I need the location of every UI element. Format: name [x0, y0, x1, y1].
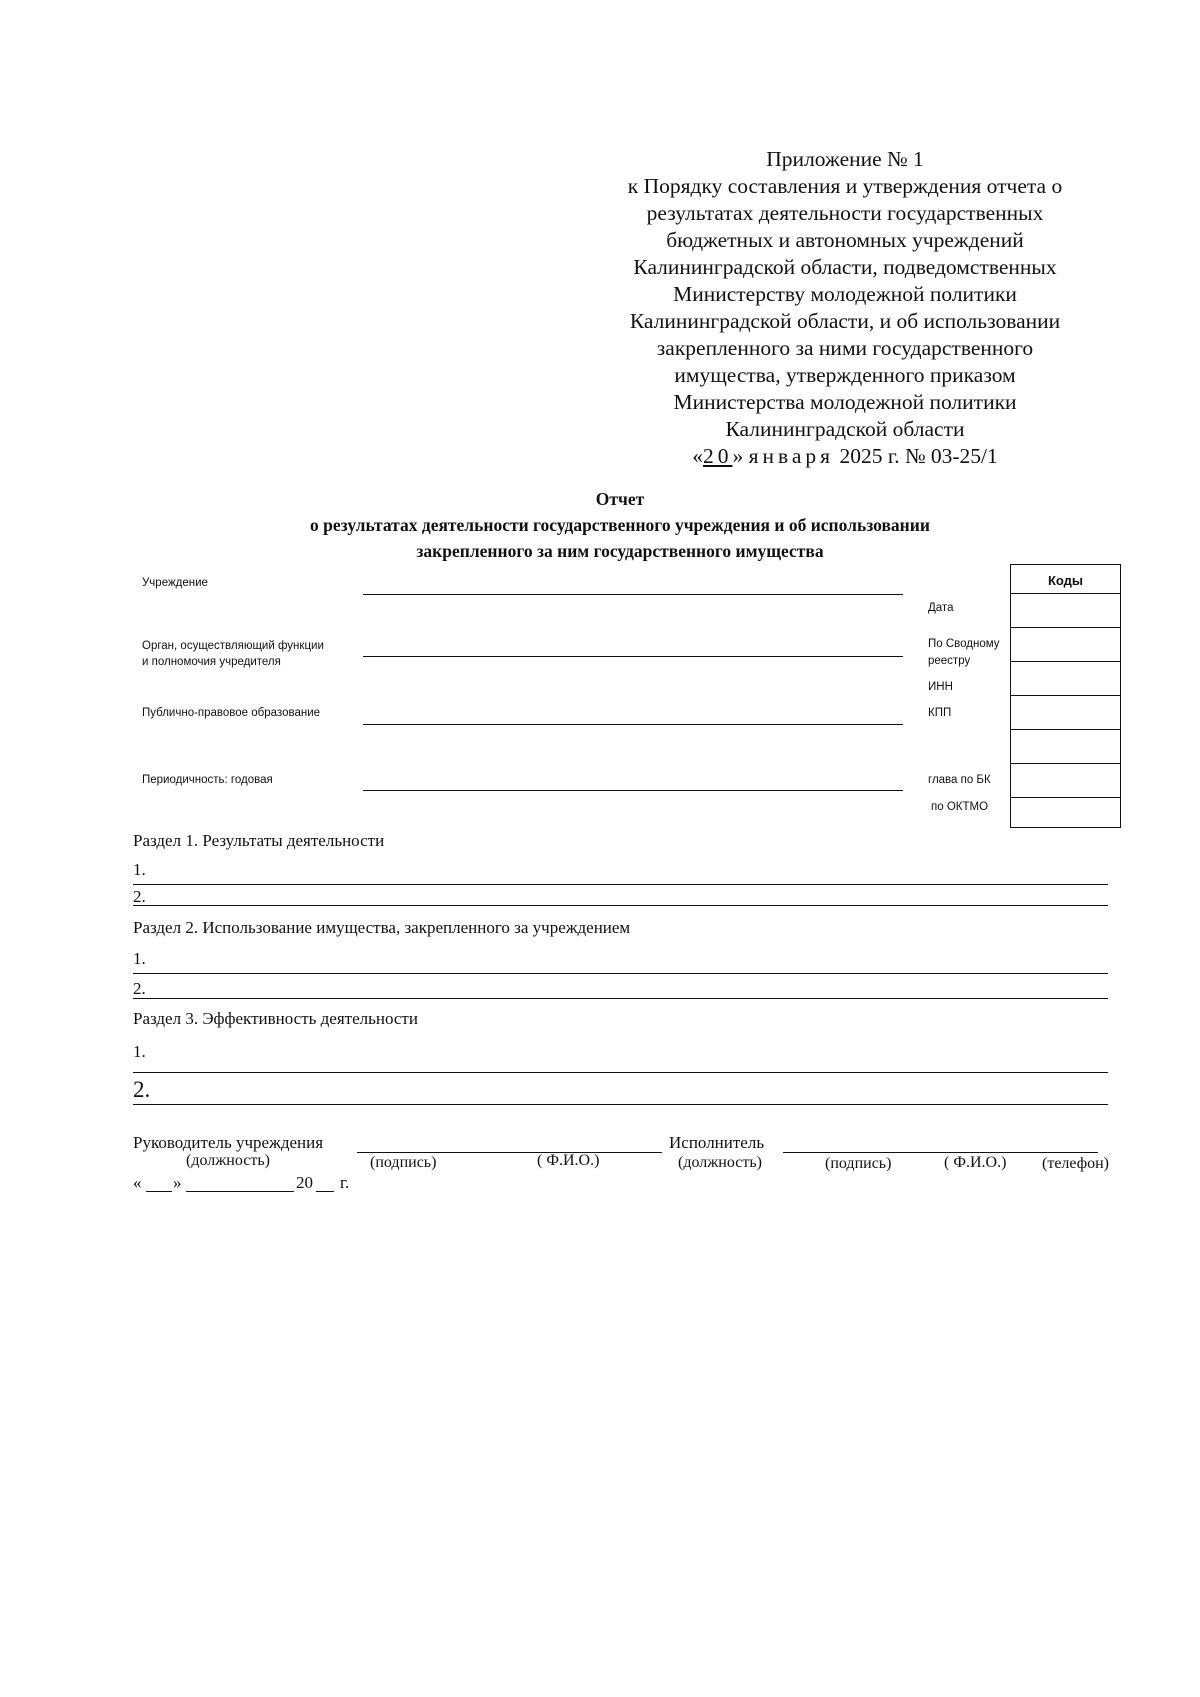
code-cell-blank[interactable] — [1011, 729, 1120, 763]
appendix-line: результатах деятельности государственных — [646, 201, 1044, 225]
date-day-line[interactable] — [146, 1191, 172, 1192]
order-month: января — [748, 444, 835, 468]
section-2-item-2: 2. — [133, 979, 146, 998]
section-3-line-2[interactable] — [133, 1104, 1108, 1105]
appendix-block — [610, 146, 1080, 470]
order-day: 20 — [703, 444, 733, 468]
appendix-line: имущества, утвержденного приказом — [674, 363, 1016, 387]
executor-label: Исполнитель — [669, 1133, 765, 1152]
code-cell-registry[interactable] — [1011, 627, 1120, 661]
head-position-caption: (должность) — [186, 1152, 270, 1169]
code-cell-kpp[interactable] — [1011, 695, 1120, 729]
institution-label: Учреждение — [142, 577, 208, 589]
title-line-2: о результатах деятельности государственного учреждения и об использовании — [310, 515, 930, 535]
date-month-line[interactable] — [186, 1191, 294, 1192]
appendix-line: Министерству молодежной политики — [673, 282, 1017, 306]
code-label-inn: ИНН — [928, 681, 953, 693]
authority-label-1: Орган, осуществляющий функции — [142, 640, 324, 652]
date-open-quote: « — [692, 444, 703, 468]
code-cell-date[interactable] — [1011, 593, 1120, 627]
appendix-line: бюджетных и автономных учреждений — [666, 228, 1024, 252]
public-entity-field[interactable] — [363, 724, 903, 725]
periodicity-label: Периодичность: годовая — [142, 774, 273, 786]
section-3-title: Раздел 3. Эффективность деятельности — [133, 1009, 418, 1028]
authority-label-2: и полномочия учредителя — [142, 656, 281, 668]
codes-header: Коды — [1047, 573, 1084, 588]
report-title — [180, 486, 1060, 564]
section-3-line-1[interactable] — [133, 1072, 1108, 1073]
section-2-title: Раздел 2. Использование имущества, закрепленного за учреждением — [133, 918, 631, 937]
section-2-line-1[interactable] — [133, 973, 1108, 974]
section-3-item-1: 1. — [133, 1042, 146, 1061]
order-date — [610, 443, 1080, 470]
authority-field[interactable] — [363, 656, 903, 657]
periodicity-field[interactable] — [363, 790, 903, 791]
code-cell-oktmo[interactable] — [1011, 797, 1120, 827]
section-3-item-2: 2. — [133, 1077, 151, 1102]
appendix-line: закрепленного за ними государственного — [656, 336, 1034, 360]
section-1-item-2: 2. — [133, 887, 146, 906]
title-line-3: закрепленного за ним государственного имущества — [416, 541, 824, 561]
section-1-line-2[interactable] — [133, 905, 1108, 906]
appendix-line: к Порядку составления и утверждения отчета о — [627, 174, 1063, 198]
head-signature-caption: (подпись) — [370, 1154, 437, 1171]
code-cell-inn[interactable] — [1011, 661, 1120, 695]
code-label-kpp: КПП — [928, 707, 952, 719]
appendix-line: Калининградской области, подведомственных — [633, 255, 1057, 279]
appendix-line: Калининградской области, и об использовании — [629, 309, 1061, 333]
title-line-1: Отчет — [595, 489, 645, 509]
code-label-bk: глава по БК — [928, 774, 991, 786]
executor-signature-caption: (подпись) — [825, 1155, 892, 1172]
executor-position-caption: (должность) — [678, 1154, 762, 1171]
section-1-line-1[interactable] — [133, 884, 1108, 885]
section-1-item-1: 1. — [133, 860, 146, 879]
date-open-quote: « — [133, 1173, 142, 1192]
date-year-suffix: г. — [340, 1173, 350, 1192]
institution-field[interactable] — [363, 594, 903, 595]
appendix-line: Приложение № 1 — [766, 147, 924, 171]
code-label-registry-1: По Сводному — [928, 638, 1000, 650]
date-year-line[interactable] — [316, 1191, 334, 1192]
appendix-line: Министерства молодежной политики — [673, 390, 1017, 414]
codes-table — [1010, 564, 1121, 828]
head-label: Руководитель учреждения — [133, 1133, 324, 1152]
section-2-item-1: 1. — [133, 949, 146, 968]
code-label-oktmo: по ОКТМО — [931, 801, 989, 813]
order-number: 2025 г. № 03-25/1 — [839, 444, 998, 468]
public-entity-label: Публично-правовое образование — [142, 707, 321, 719]
executor-signature-line[interactable] — [783, 1152, 1098, 1153]
date-year-prefix: 20 — [296, 1173, 313, 1192]
head-signature-line[interactable] — [357, 1152, 662, 1153]
date-close-quote: » — [732, 444, 744, 468]
appendix-line: Калининградской области — [725, 417, 965, 441]
section-2-line-2[interactable] — [133, 998, 1108, 999]
code-label-date: Дата — [928, 602, 954, 614]
executor-fio-caption: ( Ф.И.О.) — [944, 1154, 1007, 1171]
phone-caption: (телефон) — [1042, 1155, 1109, 1172]
date-close-quote: » — [173, 1173, 182, 1192]
code-cell-bk[interactable] — [1011, 763, 1120, 797]
code-label-registry-2: реестру — [928, 655, 971, 667]
section-1-title: Раздел 1. Результаты деятельности — [133, 831, 385, 850]
head-fio-caption: ( Ф.И.О.) — [537, 1152, 600, 1169]
